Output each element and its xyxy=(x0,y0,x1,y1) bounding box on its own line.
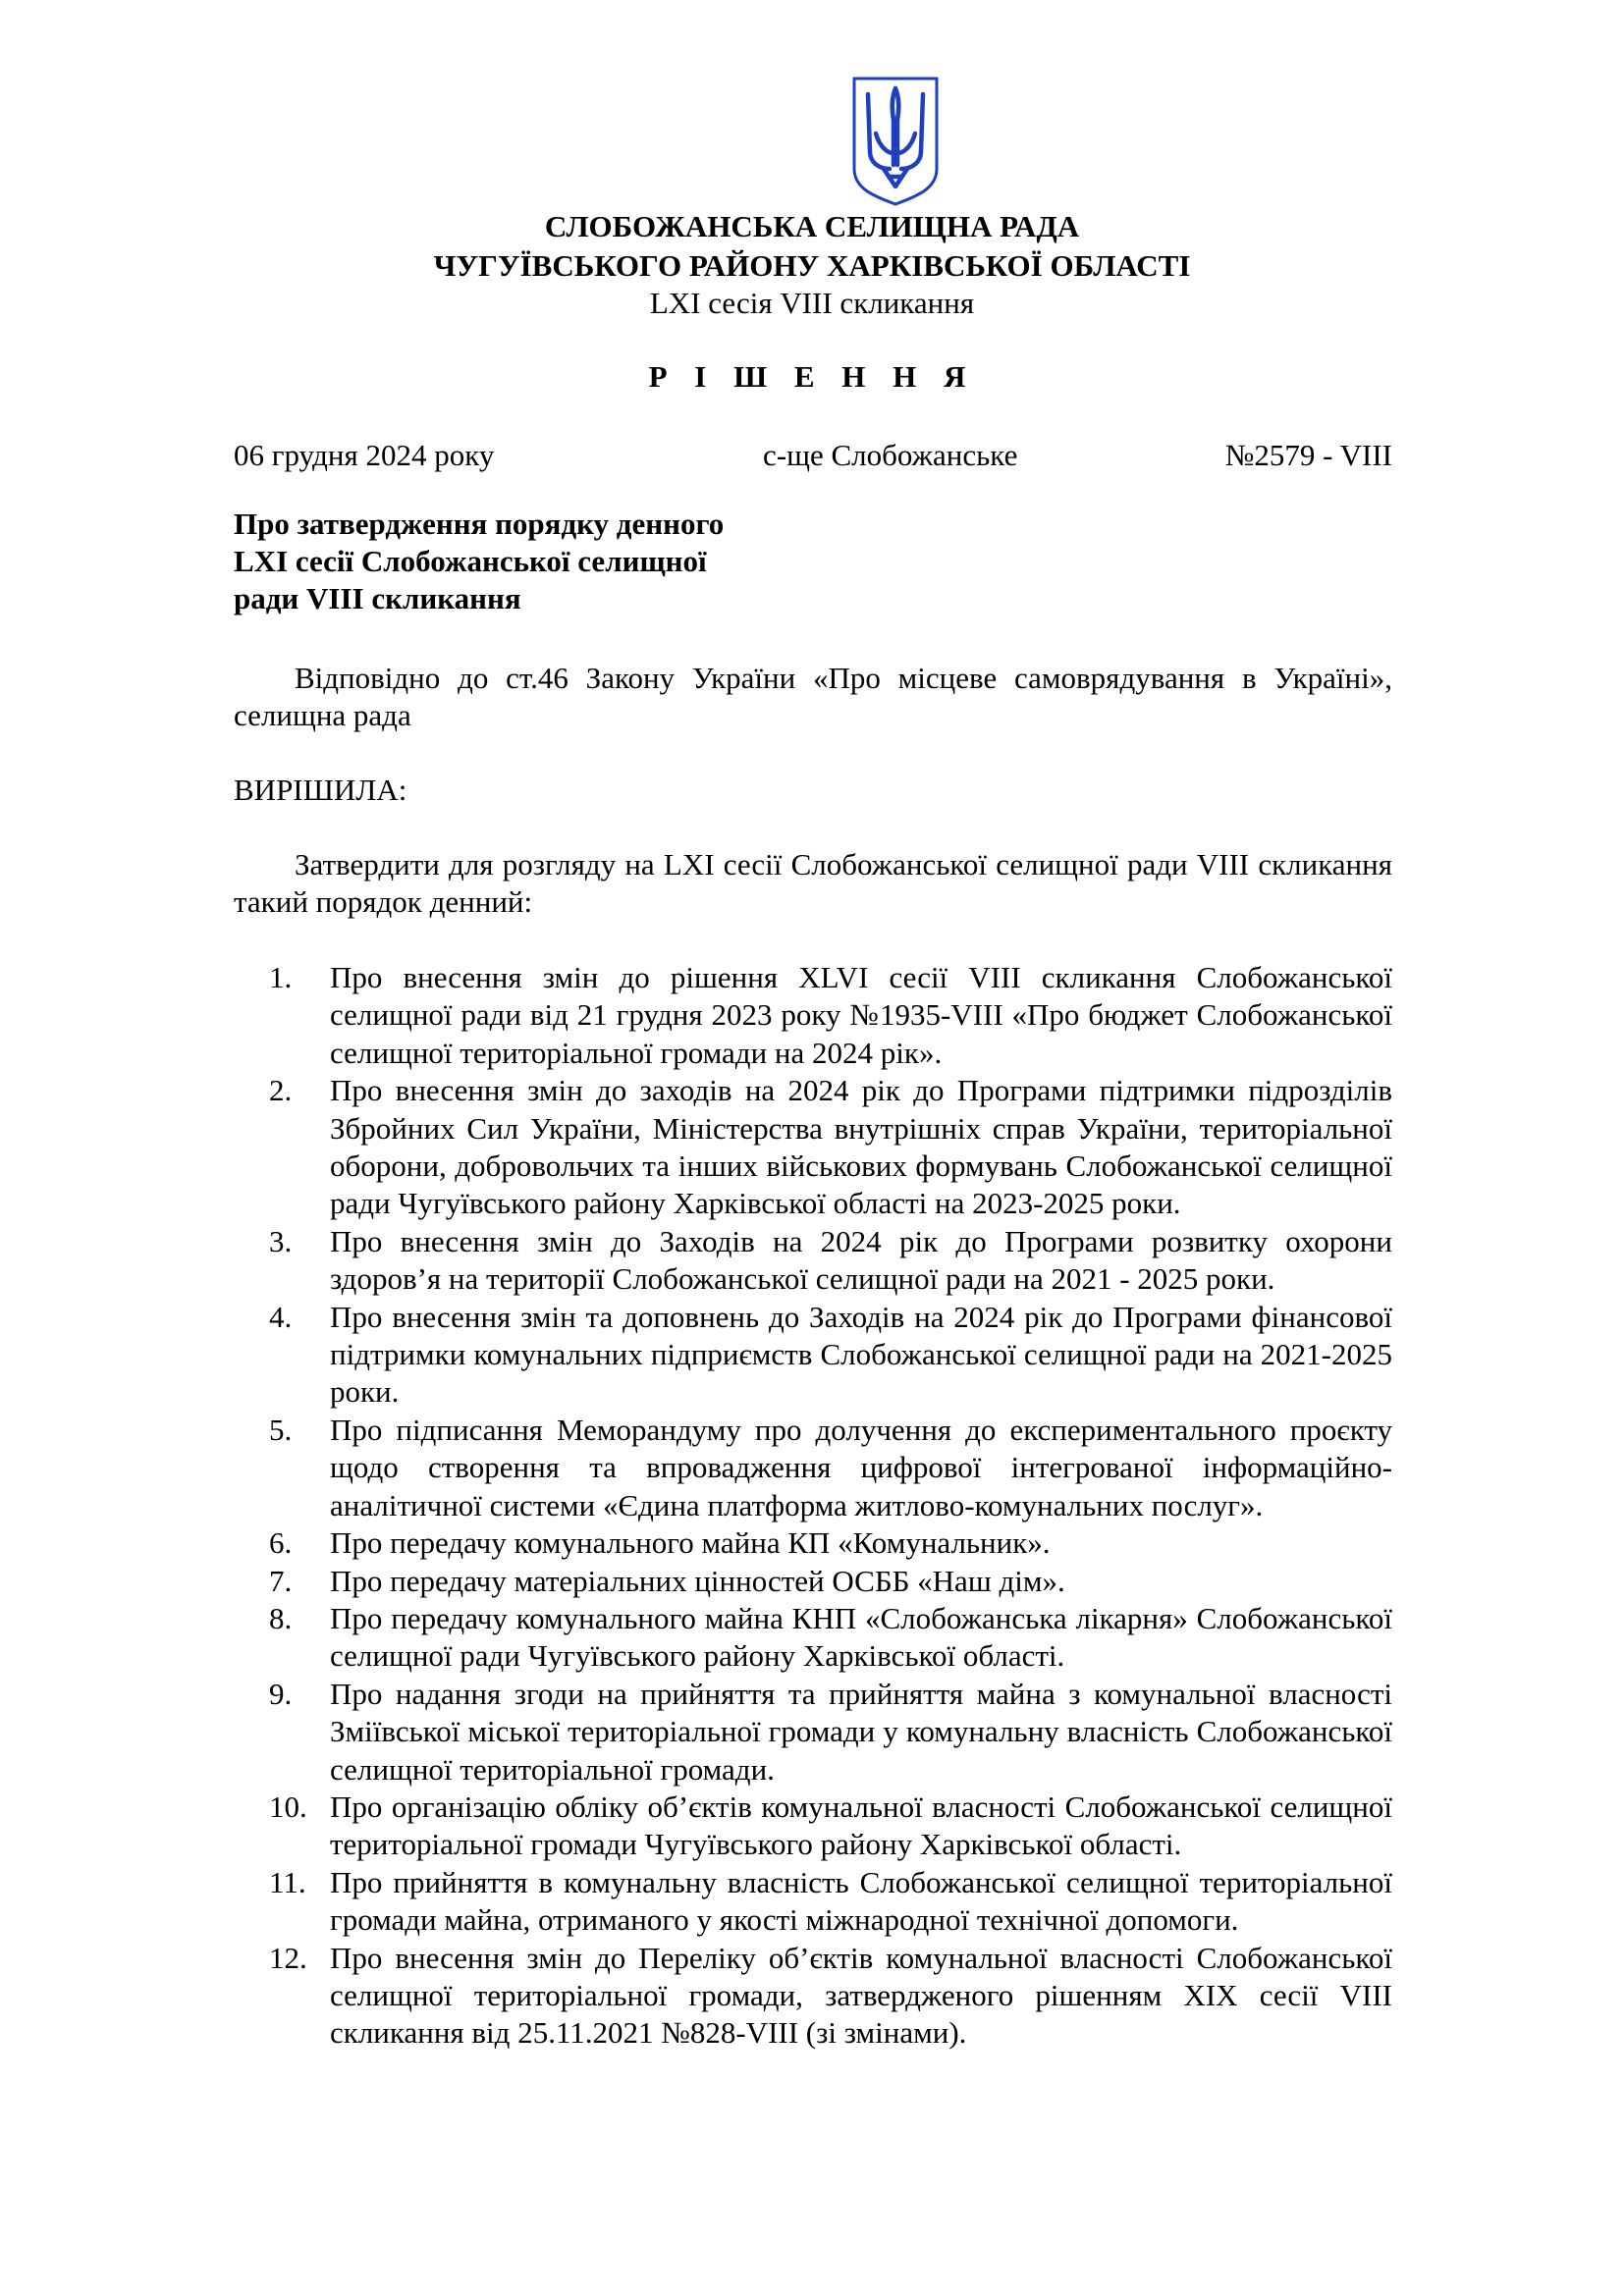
agenda-item xyxy=(234,1563,1392,1600)
agenda-item-number: 2. xyxy=(269,1073,293,1108)
agenda-item-text: Про організацію обліку об’єктів комунальної власності Слобожанської селищної територіальної громади Чугуївського району Харківської області. xyxy=(330,1789,1392,1862)
agenda-item xyxy=(234,1223,1392,1299)
coat-of-arms-of-ukraine-icon xyxy=(848,75,943,208)
agenda-item-text: Про внесення змін до Заходів на 2024 рік до Програми розвитку охорони здоров’я на території Слобожанської селищної ради на 2021 - 2025 роки. xyxy=(330,1223,1392,1297)
document-title: Р І Ш Е Н Н Я xyxy=(648,359,976,394)
agenda-item xyxy=(234,1676,1392,1789)
agenda-item-text: Про внесення змін та доповнень до Заходів на 2024 рік до Програми фінансової підтримки комунальних підприємств Слобожанської селищної ради на 2021-2025 роки. xyxy=(330,1299,1392,1410)
agenda-item-text: Про передачу комунального майна КП «Комунальник». xyxy=(330,1525,1051,1561)
resolved-label: ВИРІШИЛА: xyxy=(234,773,407,807)
subject-line: Про затвердження порядку денного xyxy=(234,507,725,541)
agenda-item-number: 7. xyxy=(269,1563,293,1598)
document-place: с-ще Слобожанське xyxy=(763,438,1018,472)
preamble-paragraph: Відповідно до ст.46 Закону України «Про місцеве самоврядування в Україні», селищна рада xyxy=(234,661,1392,732)
agenda-item-number: 9. xyxy=(269,1676,293,1711)
agenda-item xyxy=(234,1940,1392,2053)
agenda-item xyxy=(234,1299,1392,1412)
agenda-item-text: Про передачу матеріальних цінностей ОСББ «Наш дім». xyxy=(330,1563,1065,1598)
subject-line: LXI сесії Слобожанської селищної xyxy=(234,544,707,578)
subject-line: ради VIII скликання xyxy=(234,581,521,615)
agenda-item-text: Про прийняття в комунальну власність Слобожанської селищної територіальної громади майна, отриманого у якості міжнародної технічної допомоги. xyxy=(330,1864,1392,1938)
agenda-item-text: Про надання згоди на прийняття та прийняття майна з комунальної власності Зміївської міської територіальної громади у комунальну власність Слобожанської селищної територіальної громади. xyxy=(330,1676,1392,1787)
agenda-item xyxy=(234,1412,1392,1524)
agenda-item-number: 5. xyxy=(269,1412,293,1447)
agenda-item-number: 8. xyxy=(269,1600,293,1635)
agenda-item-number: 3. xyxy=(269,1223,293,1258)
document-date: 06 грудня 2024 року xyxy=(234,438,495,472)
agenda-item-text: Про внесення змін до рішення XLVI сесії VIII скликання Слобожанської селищної ради від 21 грудня 2023 року №1935-VIII «Про бюджет Слобожанської селищної територіальної громади на 2024 рік». xyxy=(330,960,1392,1070)
approve-paragraph: Затвердити для розгляду на LXI сесії Слобожанської селищної ради VIII скликання такий порядок денний: xyxy=(234,847,1392,919)
district-name: ЧУГУЇВСЬКОГО РАЙОНУ ХАРКІВСЬКОЇ ОБЛАСТІ xyxy=(433,248,1191,283)
agenda-list xyxy=(234,959,1392,2053)
agenda-item xyxy=(234,1600,1392,1676)
agenda-item xyxy=(234,1864,1392,1940)
council-name: СЛОБОЖАНСЬКА СЕЛИЩНА РАДА xyxy=(544,209,1080,243)
agenda-item xyxy=(234,1072,1392,1223)
session-line: LXI сесія VIII скликання xyxy=(649,286,975,320)
agenda-item-text: Про внесення змін до Переліку об’єктів комунальної власності Слобожанської селищної територіальної громади, затвердженого рішенням XIX сесії VIII скликання від 25.11.2021 №828-VIII (зі змінами). xyxy=(330,1940,1392,2051)
agenda-item-number: 4. xyxy=(269,1299,293,1334)
agenda-item xyxy=(234,1524,1392,1562)
agenda-item-text: Про підписання Меморандуму про долучення до експериментального проєкту щодо створення та впровадження цифрової інтегрованої інформаційно-аналітичної системи «Єдина платформа житлово-комунальних послуг». xyxy=(330,1412,1392,1522)
agenda-item-number: 10. xyxy=(269,1789,307,1824)
decision-subject xyxy=(234,506,823,617)
agenda-item-number: 1. xyxy=(269,960,293,994)
document-number: №2579 - VIII xyxy=(1224,438,1392,472)
agenda-item-number: 12. xyxy=(269,1940,307,1975)
agenda-item-number: 6. xyxy=(269,1525,293,1561)
agenda-item-number: 11. xyxy=(269,1864,306,1899)
agenda-item-text: Про внесення змін до заходів на 2024 рік до Програми підтримки підрозділів Збройних Сил України, Міністерства внутрішніх справ України, територіальної оборони, добровольчих та інших військових формувань Слобожанської селищної ради Чугуївського району Харківської області на 2023-2025 роки. xyxy=(330,1073,1392,1221)
agenda-item xyxy=(234,1789,1392,1864)
agenda-item xyxy=(234,959,1392,1072)
agenda-item-text: Про передачу комунального майна КНП «Слобожанська лікарня» Слобожанської селищної ради Чугуївського району Харківської області. xyxy=(330,1600,1392,1674)
